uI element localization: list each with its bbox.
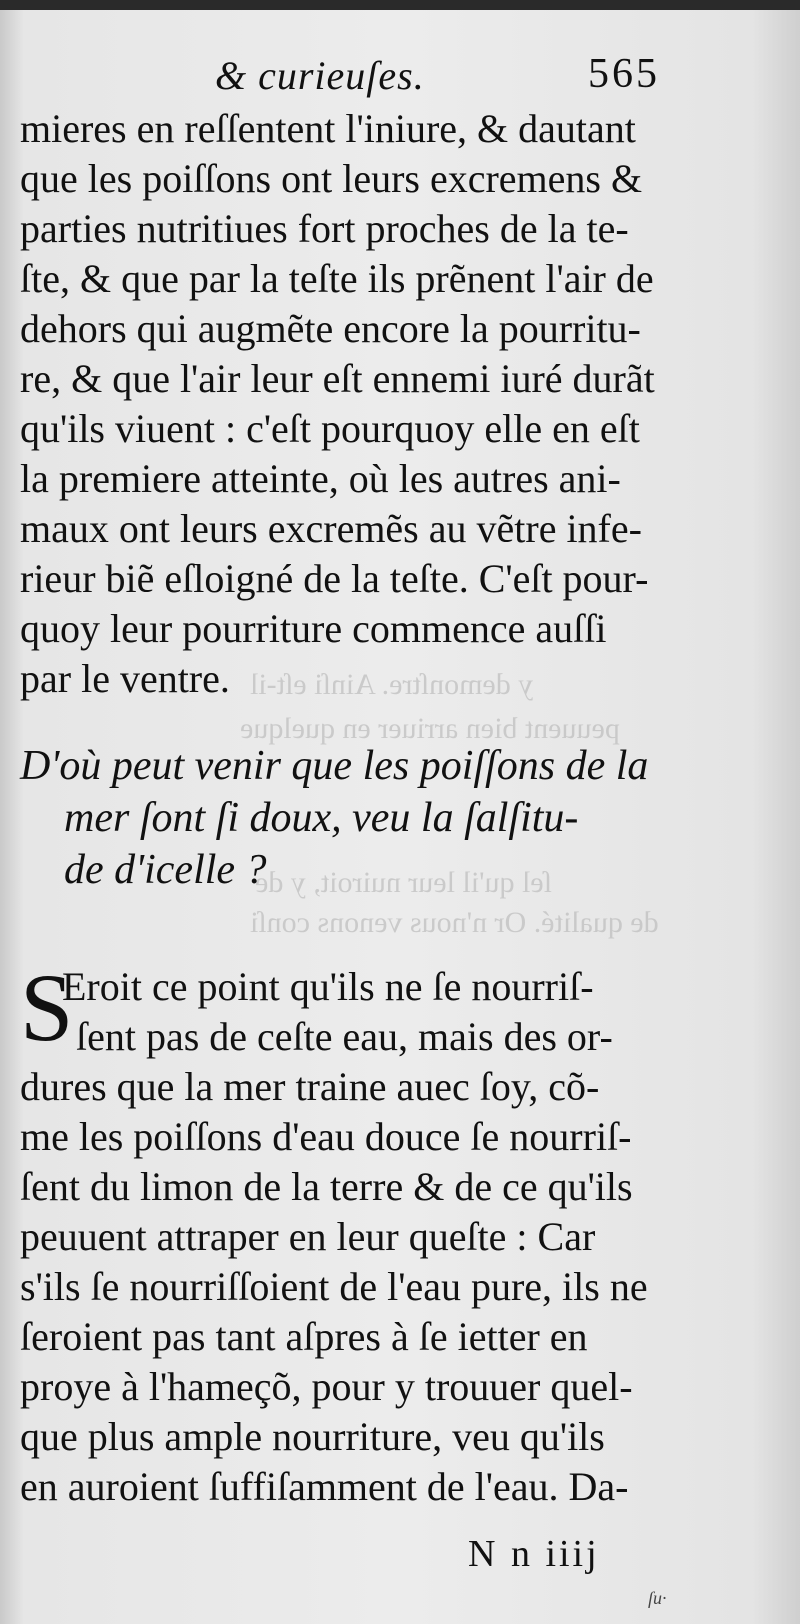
text-line: qu'ils viuent : c'eſt pourquoy elle en eſt [20, 406, 640, 451]
page-number: 565 [588, 51, 660, 97]
drop-cap: S [20, 954, 74, 1061]
margin-note: ſu· [648, 1588, 667, 1608]
section-heading [20, 740, 680, 896]
text-line: rieur biẽ eſloigné de la teſte. C'eſt pour- [20, 556, 649, 601]
text-line: dures que la mer traine auec ſoy, cõ- [20, 1064, 600, 1109]
heading-line: mer ſont ſi doux, veu la ſalſitu- [64, 795, 579, 841]
heading-line: D'où peut venir que les poiſſons de la [20, 743, 649, 789]
show-through-text: ſel qu'il leur nuiroit, y de [255, 866, 553, 899]
paragraph-continuation [20, 104, 680, 704]
heading-line: de d'icelle ? [64, 847, 267, 893]
text-line: Eroit ce point qu'ils ne ſe nourriſ- [62, 964, 594, 1009]
text-line: que plus ample nourriture, veu qu'ils [20, 1414, 605, 1459]
text-line: que les poiſſons ont leurs excremens & [20, 156, 643, 201]
text-line: maux ont leurs excremẽs au vẽtre infe- [20, 506, 642, 551]
show-through-text: de qualité. Or n'nous venons conſi [250, 906, 659, 939]
text-line: la premiere atteinte, où les autres ani- [20, 456, 621, 501]
paragraph-body [20, 962, 682, 1512]
running-head: & curieuſes. [215, 53, 425, 98]
page-header [0, 48, 800, 108]
text-line: me les poiſſons d'eau douce ſe nourriſ- [20, 1114, 632, 1159]
text-line: ſte, & que par la teſte ils prẽnent l'air de [20, 256, 654, 301]
text-line: dehors qui augmẽte encore la pourritu- [20, 306, 641, 351]
signature-mark: N n iiij [468, 1533, 600, 1575]
show-through-text: y demonſtre. Ainſi eſt-il [250, 668, 534, 701]
text-line: ſent du limon de la terre & de ce qu'ils [20, 1164, 633, 1209]
text-line: peuuent attraper en leur queſte : Car [20, 1214, 596, 1259]
text-line: s'ils ſe nourriſſoient de l'eau pure, ils ne [20, 1264, 648, 1309]
text-line: en auroient ſuffiſamment de l'eau. Da- [20, 1464, 629, 1509]
show-through-text: peuuent bien arriuer en quelque [240, 712, 620, 745]
text-line: quoy leur pourriture commence auſſi [20, 606, 607, 651]
text-line: par le ventre. [20, 656, 230, 701]
text-line: proye à l'hameçõ, pour y trouuer quel- [20, 1364, 633, 1409]
text-line: mieres en reſſentent l'iniure, & dautant [20, 106, 636, 151]
page-top-edge [0, 0, 800, 10]
text-line: ſent pas de ceſte eau, mais des or- [76, 1014, 613, 1059]
text-line: re, & que l'air leur eſt ennemi iuré durãt [20, 356, 655, 401]
text-line: parties nutritiues fort proches de la te- [20, 206, 629, 251]
text-line: ſeroient pas tant aſpres à ſe ietter en [20, 1314, 588, 1359]
